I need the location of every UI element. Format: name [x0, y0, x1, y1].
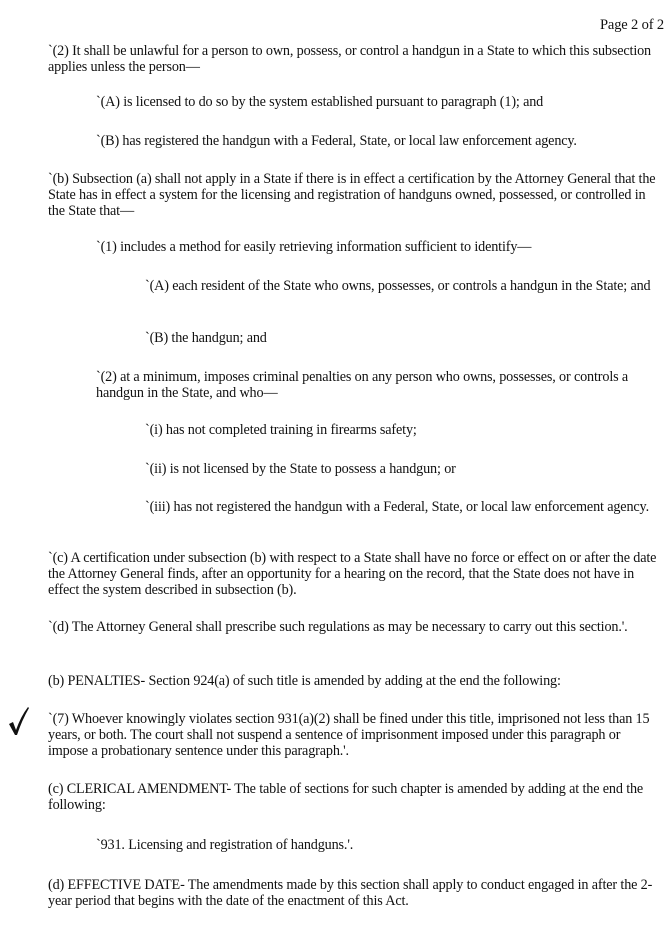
- paragraph-b2-iii: `(iii) has not registered the handgun with a Federal, State, or local law enforcement agency.: [145, 499, 649, 515]
- checkmark-icon: [8, 706, 30, 736]
- paragraph-7: `(7) Whoever knowingly violates section 931(a)(2) shall be fined under this title, imprisoned not less than 15 years, or both. The court shall not suspend a sentence of imprisonment imposed under this paragraph or impose a probationary sentence under this paragraph.'.: [48, 711, 650, 759]
- paragraph-b2-i: `(i) has not completed training in firearms safety;: [145, 422, 417, 438]
- paragraph-b2-ii: `(ii) is not licensed by the State to possess a handgun; or: [145, 461, 456, 477]
- paragraph-b1: `(1) includes a method for easily retrieving information sufficient to identify—: [96, 239, 532, 255]
- page-number: Page 2 of 2: [600, 17, 664, 33]
- paragraph-b: `(b) Subsection (a) shall not apply in a State if there is in effect a certification by the Attorney General that the State has in effect a system for the licensing and registration of handguns owned, possessed, or controlled in the State that—: [48, 171, 656, 219]
- paragraph-penalties: (b) PENALTIES- Section 924(a) of such title is amended by adding at the end the following:: [48, 673, 561, 689]
- paragraph-clerical-amendment: (c) CLERICAL AMENDMENT- The table of sections for such chapter is amended by adding at the end the following:: [48, 781, 644, 813]
- paragraph-b1-A: `(A) each resident of the State who owns, possesses, or controls a handgun in the State; and: [145, 278, 651, 294]
- paragraph-d: `(d) The Attorney General shall prescribe such regulations as may be necessary to carry out this section.'.: [48, 619, 628, 635]
- paragraph-b2: `(2) at a minimum, imposes criminal penalties on any person who owns, possesses, or controls a handgun in the State, and who—: [96, 369, 629, 401]
- paragraph-a2-A: `(A) is licensed to do so by the system established pursuant to paragraph (1); and: [96, 94, 544, 110]
- paragraph-931-title: `931. Licensing and registration of handguns.'.: [96, 837, 354, 853]
- paragraph-effective-date: (d) EFFECTIVE DATE- The amendments made by this section shall apply to conduct engaged in after the 2-year period that begins with the date of the enactment of this Act.: [48, 877, 653, 909]
- paragraph-a2: `(2) It shall be unlawful for a person to own, possess, or control a handgun in a State to which this subsection applies unless the person—: [48, 43, 651, 75]
- paragraph-c: `(c) A certification under subsection (b) with respect to a State shall have no force or effect on or after the date the Attorney General finds, after an opportunity for a hearing on the record, that the State does not have in effect the system described in subsection (b).: [48, 550, 657, 598]
- paragraph-b1-B: `(B) the handgun; and: [145, 330, 267, 346]
- paragraph-a2-B: `(B) has registered the handgun with a Federal, State, or local law enforcement agency.: [96, 133, 577, 149]
